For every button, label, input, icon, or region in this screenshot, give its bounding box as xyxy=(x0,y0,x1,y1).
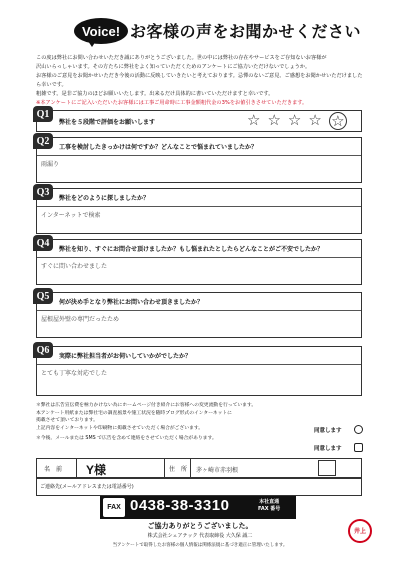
question-5 xyxy=(36,292,362,338)
fax-direct-line: 本社直通 xyxy=(259,499,280,505)
privacy-note: 当アンケートで取得したお客様の個人情報は関係法規に基づき適正に管理いたします。 xyxy=(112,543,288,548)
question-number: Q1 xyxy=(33,106,53,122)
intro-text xyxy=(36,54,366,108)
question-text: 実際に弊社担当者がお伺いしていかがでしたか？ xyxy=(59,353,192,360)
question-3 xyxy=(36,188,362,234)
question-number: Q5 xyxy=(33,288,53,304)
question-number: Q3 xyxy=(33,184,53,200)
consent-notes xyxy=(36,402,366,443)
question-2 xyxy=(36,137,362,183)
answer-field[interactable]: すぐに問い合わせました xyxy=(41,263,108,270)
question-number: Q4 xyxy=(33,235,53,251)
intro-line: 沢山いらっしゃいます。その方たちに弊社をよく知っていただくためのアンケートにご協力いただけないでしょうか。 xyxy=(36,64,311,70)
sms-line: ＊今後、メールまたは SMS で広告を含めて連絡をさせていただく場合があります。 xyxy=(36,436,217,441)
consent-line: 上記内容をインターネットや印刷物に掲載させていただく場合がございます。 xyxy=(36,425,204,431)
fax-direct-line: FAX 番号 xyxy=(258,506,281,512)
consent-line: 掲載させて頂いております。 xyxy=(36,418,98,423)
fax-direct-label xyxy=(258,499,280,513)
question-1 xyxy=(36,110,362,132)
consent-line: ＊弊社は広告宣伝費を極力かけない為にホームページ付き紹介にお客様への変更流動を行っています。 xyxy=(36,403,257,408)
voice-logo xyxy=(74,18,128,44)
thanks-message: ご協力ありがとうございました。 xyxy=(147,522,253,530)
page-title: お客様の声をお聞かせください xyxy=(130,22,362,41)
address-extra-box xyxy=(318,460,336,476)
answer-field[interactable]: 屋根屋外壁の専門だったため xyxy=(41,316,120,323)
agree-label-2: 同意します xyxy=(314,446,342,452)
consent-line: 本アンケート用紙または弊社宅の調査風景や施工状況を随時プログ形式のインターネットに xyxy=(36,410,232,416)
address-field[interactable]: 茅ヶ崎市赤羽根 xyxy=(196,467,239,474)
name-label: 名 前 xyxy=(44,466,63,473)
star-icon[interactable]: ☆ xyxy=(308,111,322,129)
stamp-text: 井上 xyxy=(353,527,366,535)
star-icon-selected[interactable]: ☆ xyxy=(329,112,347,130)
intro-line: 粗雑です。是非ご協力のほどお願いいたします。出来るだけ具体的に書いていただけますと幸いです。 xyxy=(36,91,274,97)
question-number: Q6 xyxy=(33,342,53,358)
divider xyxy=(164,458,165,478)
star-icon[interactable]: ☆ xyxy=(247,111,261,129)
address-label: 住 所 xyxy=(169,466,188,473)
question-text: 弊社をどのように探しましたか？ xyxy=(59,195,150,202)
question-4 xyxy=(36,239,362,285)
seal-stamp xyxy=(348,519,372,543)
intro-line: この度は弊社にお問い合わせいただき誠にありがとうございました。世の中には弊社の存在やサービスをご存知ないお客様が xyxy=(36,55,327,61)
fax-machine-icon xyxy=(103,498,125,517)
divider xyxy=(76,458,77,478)
answer-field[interactable]: 雨漏り xyxy=(41,161,60,168)
voice-logo-tail xyxy=(86,38,98,47)
voice-label: Voice! xyxy=(81,23,121,39)
contact-label: ご連絡先(メールアドレスまたは電話番号) xyxy=(40,484,134,490)
question-text: 弊社を知り、すぐにお問合せ頂けましたか？もし悩まれたとしたらどんなことがご不安でしたか？ xyxy=(59,246,324,253)
agree-checkbox-1[interactable] xyxy=(354,425,363,434)
star-rating[interactable] xyxy=(247,112,347,130)
intro-line: お客様のご意見をお聞かせいただき今後の活動に反映していきたいと考えております。忌憚のないご意見、ご感想をお聞かせいただけましたら幸いです。 xyxy=(36,73,363,88)
divider xyxy=(190,458,191,478)
star-icon[interactable]: ☆ xyxy=(287,111,302,129)
question-text: 何が決め手となり弊社にお問い合わせ頂きましたか？ xyxy=(59,299,204,306)
question-number: Q2 xyxy=(33,133,53,149)
question-text: 工事を検討したきっかけは何ですか？どんなことで悩まれていましたか？ xyxy=(59,144,258,151)
question-6 xyxy=(36,346,362,396)
discount-note: ※本アンケートにご記入いただいたお客様には工事ご用命時に工事金額粗代金の3%をお値引きさせていただきます。 xyxy=(36,100,308,106)
agree-checkbox-2[interactable] xyxy=(354,443,363,452)
fax-number: 0438-38-3310 xyxy=(130,497,230,514)
star-icon[interactable]: ☆ xyxy=(267,111,281,129)
company-name: 株式会社シェアテック 代表取締役 大久保 誠二 xyxy=(147,533,253,539)
answer-field[interactable]: とても丁寧な対応でした xyxy=(41,370,108,377)
agree-label-1: 同意します xyxy=(314,428,342,434)
fax-logo-text: FAX xyxy=(107,504,121,511)
answer-field[interactable]: インターネットで検索 xyxy=(41,212,101,219)
question-text: 弊社を５段階で評価をお願いします xyxy=(59,119,156,126)
name-field[interactable]: Y様 xyxy=(86,463,107,477)
